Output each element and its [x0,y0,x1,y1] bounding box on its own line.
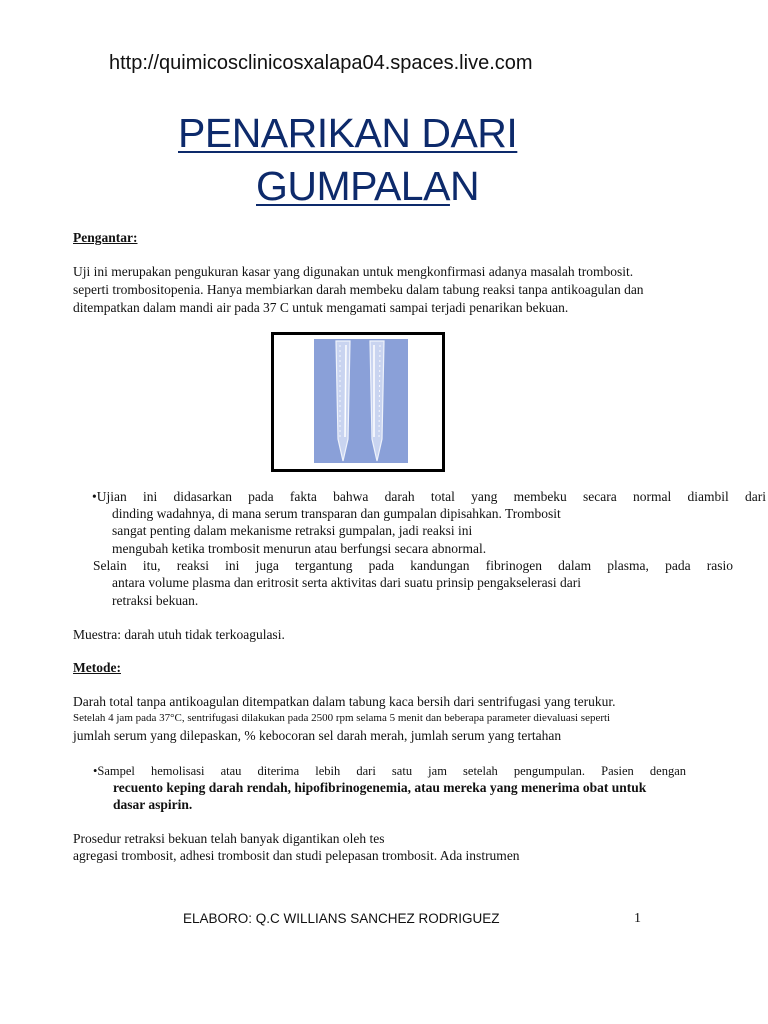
test-tubes-photo [271,332,445,472]
test-tube-icon [332,339,354,463]
page-title-line1 [178,110,541,157]
page-number: 1 [634,911,641,926]
test-tube-icon [366,339,388,463]
bullet-paragraph-line: antara volume plasma dan eritrosit serta aktivitas dari suatu prinsip pengakselerasi dari [112,575,581,590]
bullet-paragraph-line: mengubah ketika trombosit menurun atau berfungsi secara abnormal. [112,541,487,556]
page-title-line2-underlined: GUMPALA [256,163,450,209]
bullet-paragraph-line: dasar aspirin. [113,797,193,812]
page-title-line2 [256,163,479,210]
bullet-paragraph-line: Selain itu, reaksi ini juga tergantung pada kandungan fibrinogen dalam plasma, pada rasio [93,558,733,573]
page-title-line2-rest: N [449,163,480,209]
intro-line: seperti trombositopenia. Hanya membiarkan darah membeku dalam tabung reaksi tanpa antikoagulan dan [73,282,644,297]
closing-line: Prosedur retraksi bekuan telah banyak digantikan oleh tes [73,831,385,846]
source-url: http://quimicosclinicosxalapa04.spaces.live.com [109,52,533,74]
closing-line: agregasi trombosit, adhesi trombosit dan studi pelepasan trombosit. Ada instrumen [73,848,520,863]
bullet-paragraph-line: dinding wadahnya, di mana serum transparan dan gumpalan dipisahkan. Trombosit [112,506,561,521]
bullet-paragraph-line: retraksi bekuan. [112,593,199,608]
bullet-paragraph-line: •Sampel hemolisasi atau diterima lebih dari satu jam setelah pengumpulan. Pasien dengan [93,764,686,778]
bullet-paragraph-line: recuento keping darah rendah, hipofibrinogenemia, atau mereka yang menerima obat untuk [113,780,647,795]
intro-heading: Pengantar: [73,230,138,245]
method-line: Setelah 4 jam pada 37°C, sentrifugasi dilakukan pada 2500 rpm selama 5 menit dan beberapa parameter dievaluasi seperti [73,712,611,724]
intro-line: ditempatkan dalam mandi air pada 37 C untuk mengamati sampai terjadi penarikan bekuan. [73,300,569,315]
footer-author: ELABORO: Q.C WILLIANS SANCHEZ RODRIGUEZ [183,911,500,926]
method-line: jumlah serum yang dilepaskan, % kebocoran sel darah merah, jumlah serum yang tertahan [73,728,562,743]
intro-line: Uji ini merupakan pengukuran kasar yang digunakan untuk mengkonfirmasi adanya masalah trombosit. [73,264,634,279]
bullet-paragraph-line: •Ujian ini didasarkan pada fakta bahwa darah total yang membeku secara normal diambil dari [92,489,766,504]
sample-line: Muestra: darah utuh tidak terkoagulasi. [73,627,285,642]
method-heading: Metode: [73,660,121,675]
page-title-line1-text: PENARIKAN DARI [178,110,518,156]
bullet-paragraph-line: sangat penting dalam mekanisme retraksi gumpalan, jadi reaksi ini [112,523,473,538]
photo-background [314,339,408,463]
method-line: Darah total tanpa antikoagulan ditempatkan dalam tabung kaca bersih dari sentrifugasi yang terukur. [73,694,616,709]
